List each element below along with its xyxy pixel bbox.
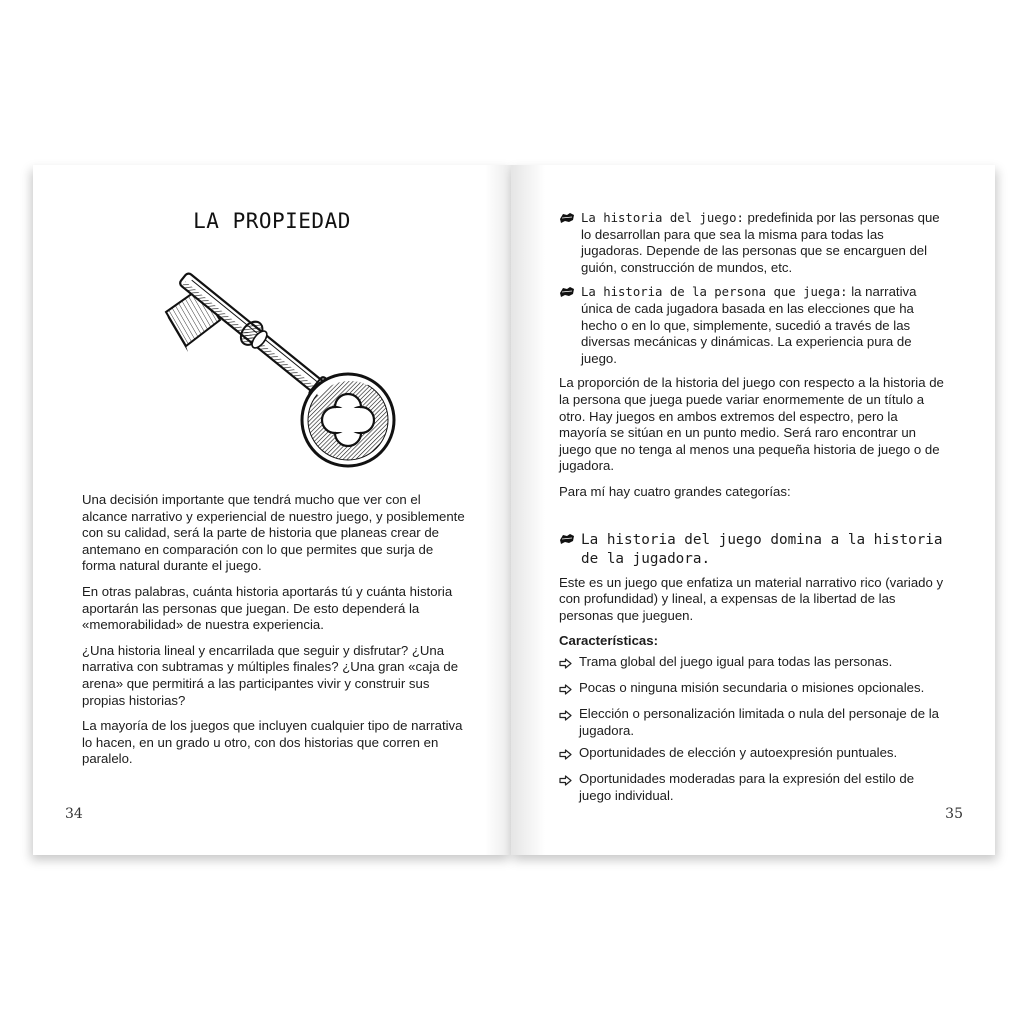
right-page: [511, 165, 995, 855]
page-title: LA PROPIEDAD: [193, 209, 351, 233]
paragraph: Una decisión importante que tendrá mucho que ver con el alcance narrativo y experiencial de nuestro juego, y posiblemente con su calidad, será la parte de historia que planeas crear de antemano en comparación con lo que permites que surja de forma natural durante el juego.: [82, 492, 465, 574]
list-item: [559, 706, 944, 739]
bullet-text: la narrativa única de cada jugadora basada en las elecciones que ha hecho o en lo que, simplemente, sucedió a través de las diversas mecánicas y dinámicas. La experiencia pura de juego.: [581, 284, 917, 366]
paragraph: En otras palabras, cuánta historia aportarás tú y cuánta historia aportarán las personas que juegan. De esto dependerá la «memorabilidad» de nuestra experiencia.: [82, 583, 453, 633]
list-item-text: Elección o personalización limitada o nula del personaje de la jugadora.: [579, 706, 939, 738]
arrow-right-outline-icon: [559, 706, 579, 726]
key-icon: [158, 260, 398, 470]
gutter-shadow: [511, 165, 545, 855]
arrow-right-outline-icon: [559, 654, 579, 674]
paragraph: La mayoría de los juegos que incluyen cualquier tipo de narrativa lo hacen, en un grado u otro, con dos historias que corren en paralelo.: [82, 718, 463, 767]
paragraph: Para mí hay cuatro grandes categorías:: [559, 483, 791, 499]
list-item: [559, 680, 944, 700]
paragraph: La proporción de la historia del juego con respecto a la historia de la persona que juega puede variar enormemente de un título a otro. Hay juegos en ambos extremos del espectro, pero la mayoría se sitúan en un punto medio. Será raro encontrar un juego que no tenga al menos una pequeña historia de juego o de jugadora.: [559, 375, 944, 474]
list-item: [559, 745, 944, 765]
paragraph: ¿Una historia lineal y encarrilada que seguir y disfrutar? ¿Una narrativa con subtramas y múltiples finales? ¿Una gran «caja de arena» que permitirá a las participantes vivir y construir sus propias historias?: [82, 642, 459, 708]
right-body-text: [559, 210, 944, 811]
section-heading: [559, 531, 944, 569]
brush-stroke-icon: [559, 284, 581, 303]
list-item-text: Trama global del juego igual para todas las personas.: [579, 654, 893, 670]
section-heading-text: La historia del juego domina a la historia de la jugadora.: [581, 531, 943, 567]
list-item-text: Oportunidades de elección y autoexpresión puntuales.: [579, 745, 898, 761]
bullet-label: La historia de la persona que juega:: [581, 285, 848, 300]
list-item: [559, 654, 944, 674]
characteristics-label: Características:: [559, 633, 658, 649]
list-item: [559, 771, 944, 804]
page-number: 34: [65, 806, 83, 822]
list-item: [559, 210, 944, 276]
list-item-text: Oportunidades moderadas para la expresión del estilo de juego individual.: [579, 771, 915, 804]
bullet-text: predefinida por las personas que lo desarrollan para que sea la misma para todas las jugadoras. Depende de las personas que se encarguen del guión, construcción de mundos, etc.: [581, 210, 940, 275]
brush-stroke-icon: [559, 210, 581, 229]
brush-stroke-icon: [559, 531, 581, 550]
list-item-text: Pocas o ninguna misión secundaria o misiones opcionales.: [579, 680, 925, 696]
bullet-label: La historia del juego:: [581, 211, 744, 225]
left-page: [33, 165, 511, 855]
arrow-right-outline-icon: [559, 680, 579, 700]
gutter-shadow: [485, 165, 511, 855]
left-body-text: [82, 492, 467, 777]
page-number: 35: [945, 806, 963, 822]
list-item: [559, 284, 944, 367]
paragraph: Este es un juego que enfatiza un material narrativo rico (variado y con profundidad) y lineal, a expensas de la libertad de las personas que jueguen.: [559, 574, 944, 623]
arrow-right-outline-icon: [559, 771, 579, 791]
arrow-right-outline-icon: [559, 745, 579, 765]
book-spread: [33, 165, 995, 855]
